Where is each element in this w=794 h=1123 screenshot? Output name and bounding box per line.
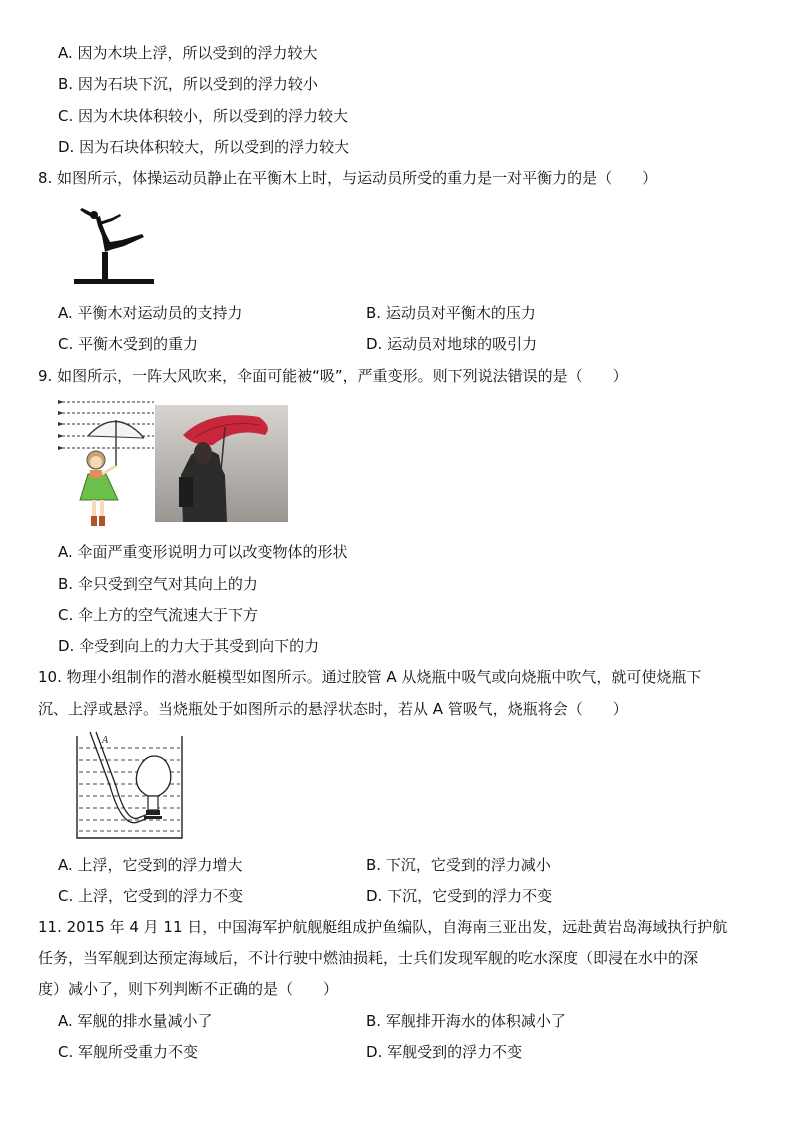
q9-option-b: B. 伞只受到空气对其向上的力 xyxy=(58,575,258,593)
q7-option-d: D. 因为石块体积较大，所以受到的浮力较大 xyxy=(58,138,350,156)
umbrella-wind-cartoon-figure xyxy=(58,396,158,532)
umbrella-photo-figure xyxy=(155,405,288,522)
q10-option-d: D. 下沉，它受到的浮力不变 xyxy=(366,887,553,905)
q11-option-d: D. 军舰受到的浮力不变 xyxy=(366,1043,523,1061)
tube-label-a: A xyxy=(102,735,109,746)
q10-option-c: C. 上浮，它受到的浮力不变 xyxy=(58,887,244,905)
gymnast-balance-beam-figure xyxy=(72,206,158,288)
q11-stem-line1: 11. 2015 年 4 月 11 日，中国海军护航舰艇组成护鱼编队，自海南三亚出发，远赴黄岩岛海域执行护航 xyxy=(38,918,728,936)
q10-option-a: A. 上浮，它受到的浮力增大 xyxy=(58,856,243,874)
q9-option-a: A. 伞面严重变形说明力可以改变物体的形状 xyxy=(58,543,348,561)
q10-option-b: B. 下沉，它受到的浮力减小 xyxy=(366,856,551,874)
q10-stem-line1: 10. 物理小组制作的潜水艇模型如图所示。通过胶管 A 从烧瓶中吸气或向烧瓶中吹气，就可使烧瓶下 xyxy=(38,668,702,686)
q11-stem-line3: 度）减小了，则下列判断不正确的是（ ） xyxy=(38,980,339,998)
q8-option-c: C. 平衡木受到的重力 xyxy=(58,335,199,353)
q9-stem: 9. 如图所示，一阵大风吹来，伞面可能被“吸”，严重变形。则下列说法错误的是（ ） xyxy=(38,367,628,385)
q8-option-a: A. 平衡木对运动员的支持力 xyxy=(58,304,243,322)
q9-option-d: D. 伞受到向上的力大于其受到向下的力 xyxy=(58,637,320,655)
q11-option-b: B. 军舰排开海水的体积减小了 xyxy=(366,1012,566,1030)
q10-stem-line2: 沉、上浮或悬浮。当烧瓶处于如图所示的悬浮状态时，若从 A 管吸气，烧瓶将会（ ） xyxy=(38,700,628,718)
q9-option-c: C. 伞上方的空气流速大于下方 xyxy=(58,606,259,624)
q8-stem: 8. 如图所示，体操运动员静止在平衡木上时，与运动员所受的重力是一对平衡力的是（ ） xyxy=(38,169,658,187)
q11-stem-line2: 任务，当军舰到达预定海域后，不计行驶中燃油损耗，士兵们发现军舰的吃水深度（即浸在水中的深 xyxy=(38,949,699,967)
q11-option-c: C. 军舰所受重力不变 xyxy=(58,1043,199,1061)
submarine-model-figure xyxy=(74,730,186,842)
q11-option-a: A. 军舰的排水量减小了 xyxy=(58,1012,213,1030)
q7-option-a: A. 因为木块上浮，所以受到的浮力较大 xyxy=(58,44,318,62)
q7-option-b: B. 因为石块下沉，所以受到的浮力较小 xyxy=(58,75,318,93)
q7-option-c: C. 因为木块体积较小，所以受到的浮力较大 xyxy=(58,107,349,125)
q8-option-b: B. 运动员对平衡木的压力 xyxy=(366,304,536,322)
q8-option-d: D. 运动员对地球的吸引力 xyxy=(366,335,538,353)
